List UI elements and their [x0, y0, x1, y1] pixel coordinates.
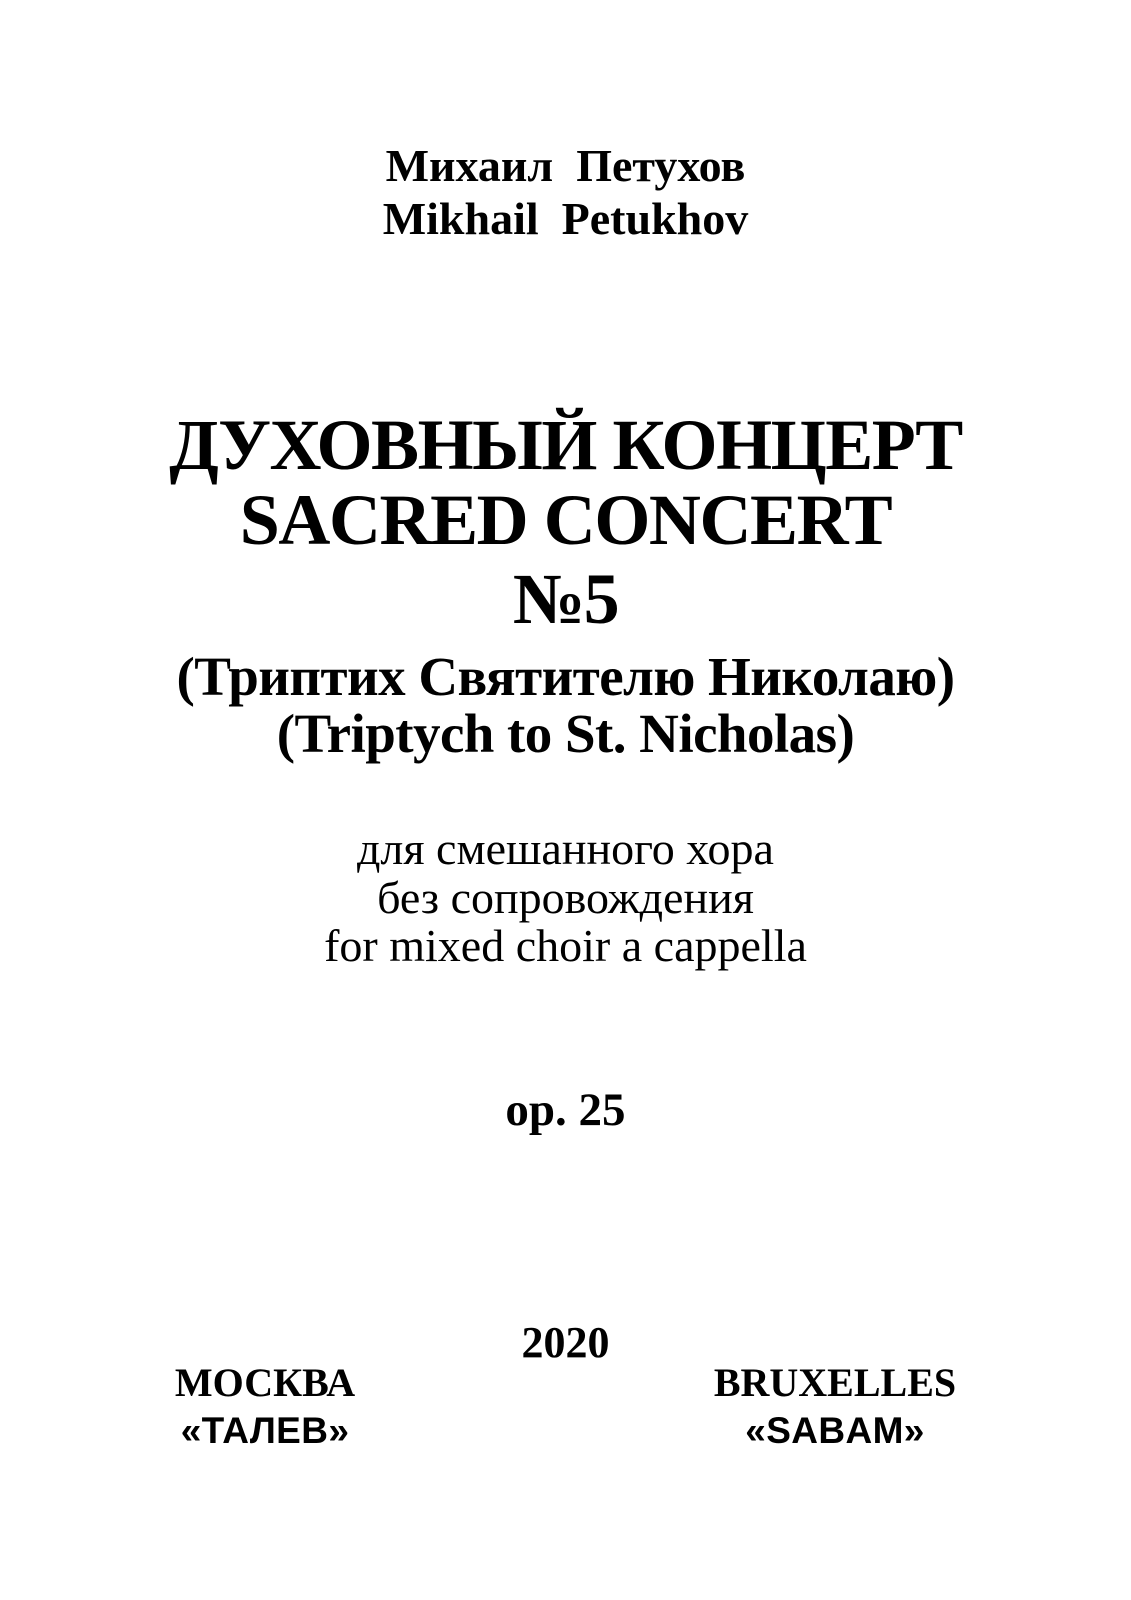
imprint-year: 2020 [521, 1318, 610, 1367]
opus-number: op. 25 [505, 1084, 626, 1136]
scoring-line-2: без сопровождения [377, 872, 754, 923]
imprint-city-left: МОСКВА [174, 1360, 356, 1405]
title-main-en: SACRED CONCERT [239, 480, 892, 560]
author-name-ru: Михаил Петухов [385, 140, 746, 191]
imprint-city-right: BRUXELLES [713, 1360, 957, 1405]
title-number: №5 [512, 559, 619, 639]
scoring-line-3: for mixed choir a cappella [324, 920, 807, 971]
imprint-publisher-left: «ТАЛЕВ» [180, 1410, 350, 1451]
author-name-en: Mikhail Petukhov [382, 193, 749, 244]
imprint-publisher-right: «SABAM» [745, 1410, 925, 1451]
title-main-ru: ДУХОВНЫЙ КОНЦЕРТ [169, 405, 962, 485]
title-subtitle-ru: (Триптих Святителю Николаю) [176, 646, 955, 707]
title-subtitle-en: (Triptych to St. Nicholas) [276, 703, 855, 764]
scoring-line-1: для смешанного хора [357, 823, 774, 874]
